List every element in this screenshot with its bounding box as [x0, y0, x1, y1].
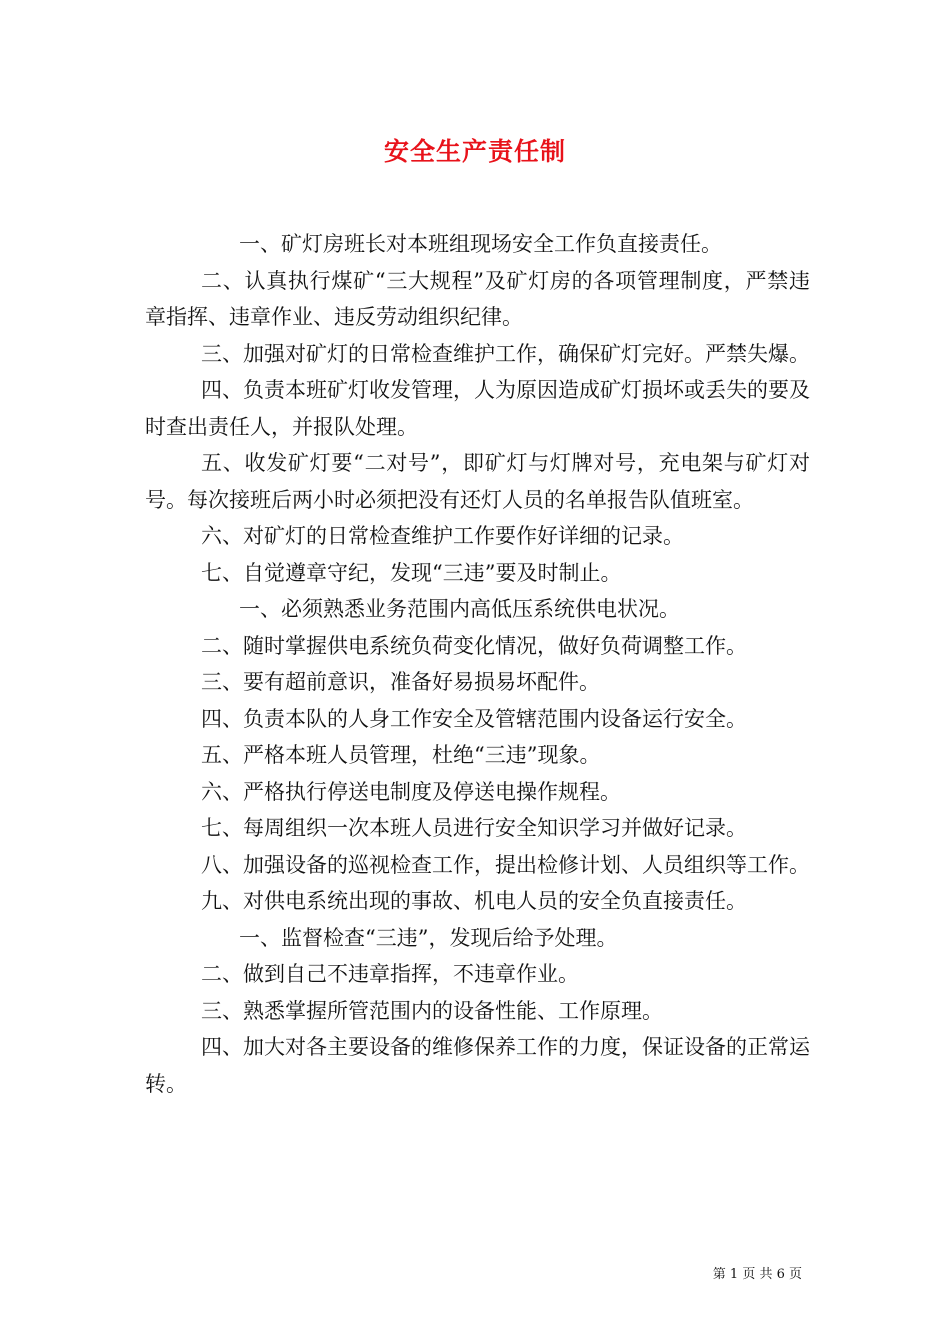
paragraph: 五、收发矿灯要“二对号”，即矿灯与灯牌对号，充电架与矿灯对号。每次接班后两小时必须把没有还灯人员的名单报告队值班室。	[145, 451, 810, 512]
paragraph: 七、每周组织一次本班人员进行安全知识学习并做好记录。	[201, 816, 747, 840]
paragraph: 七、自觉遵章守纪，发现“三违”要及时制止。	[201, 560, 622, 585]
paragraph: 二、认真执行煤矿“三大规程”及矿灯房的各项管理制度，严禁违章指挥、违章作业、违反劳动组织纪律。	[145, 268, 810, 329]
paragraph: 九、对供电系统出现的事故、机电人员的安全负直接责任。	[201, 889, 747, 913]
paragraph: 二、做到自己不违章指挥，不违章作业。	[201, 962, 579, 986]
document-body	[145, 226, 810, 1102]
paragraph: 一、必须熟悉业务范围内高低压系统供电状况。	[239, 597, 680, 621]
paragraph: 五、严格本班人员管理，杜绝“三违”现象。	[201, 743, 601, 767]
paragraph: 六、严格执行停送电制度及停送电操作规程。	[201, 779, 621, 804]
paragraph: 一、矿灯房班长对本班组现场安全工作负直接责任。	[239, 232, 722, 256]
paragraph: 三、加强对矿灯的日常检查维护工作，确保矿灯完好。严禁失爆。	[201, 341, 810, 366]
paragraph: 二、随时掌握供电系统负荷变化情况，做好负荷调整工作。	[201, 633, 747, 658]
page-number-footer: 第 1 页 共 6 页	[712, 1267, 802, 1282]
paragraph: 六、对矿灯的日常检查维护工作要作好详细的记录。	[201, 524, 684, 548]
paragraph: 三、要有超前意识，准备好易损易坏配件。	[201, 670, 600, 694]
paragraph: 四、负责本班矿灯收发管理，人为原因造成矿灯损坏或丢失的要及时查出责任人，并报队处理。	[145, 378, 810, 439]
document-title: 安全生产责任制	[383, 137, 566, 166]
paragraph: 一、监督检查“三违”，发现后给予处理。	[239, 925, 618, 950]
paragraph: 三、熟悉掌握所管范围内的设备性能、工作原理。	[201, 998, 663, 1023]
paragraph: 四、加大对各主要设备的维修保养工作的力度，保证设备的正常运转。	[145, 1035, 810, 1096]
paragraph: 八、加强设备的巡视检查工作，提出检修计划、人员组织等工作。	[201, 852, 810, 877]
paragraph: 四、负责本队的人身工作安全及管辖范围内设备运行安全。	[201, 706, 747, 731]
